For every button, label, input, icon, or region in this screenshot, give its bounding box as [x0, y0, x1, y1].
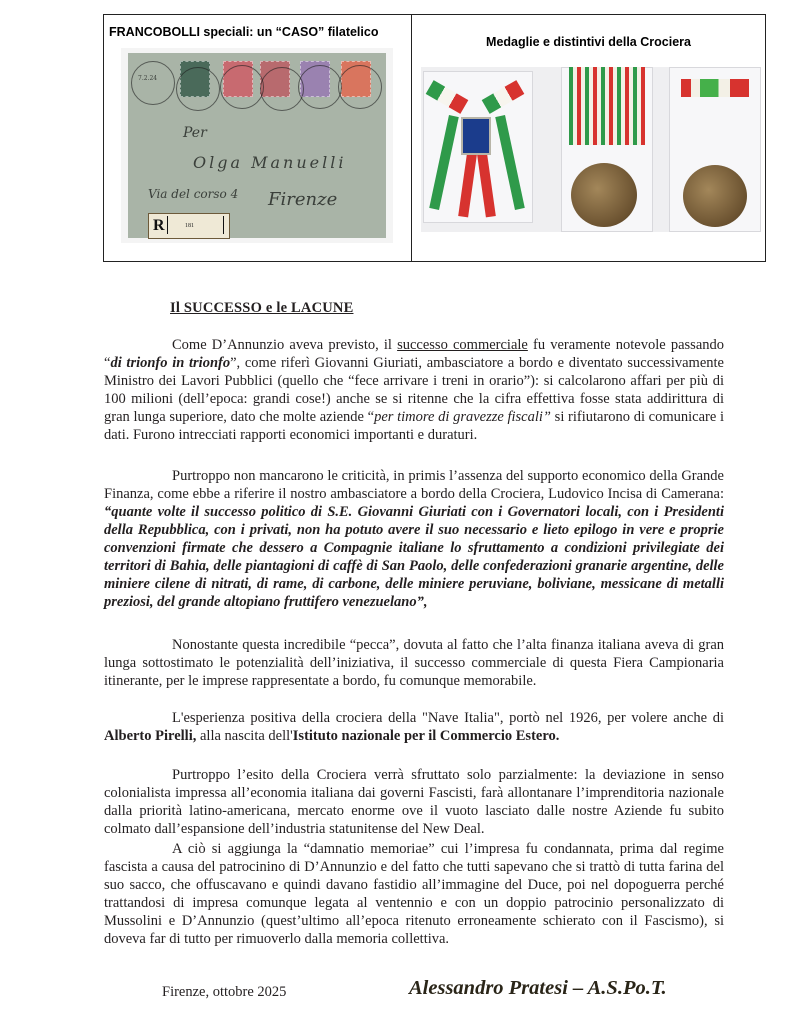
- medals-caption: Medaglie e distintivi della Crociera: [486, 35, 691, 49]
- image-panels: [103, 14, 766, 262]
- paragraph-4: L'esperienza positiva della crociera della "Nave Italia", portò nel 1926, per volere anche di Alberto Pirelli, alla nascita dell'Istituto nazionale per il Commercio Estero.: [104, 710, 724, 744]
- handwriting-line-4: Firenze: [268, 189, 338, 210]
- paragraph-3: Nonostante questa incredibile “pecca”, dovuta al fatto che l’alta finanza italiana aveva di gran lunga sottostimato le potenzialità dell’iniziativa, il successo commerciale di questa Fiera Campionaria itinerante, per le imprese rappresentate a bordo, fu comunque memorabile.: [104, 637, 724, 689]
- cancel-5: [338, 65, 382, 109]
- envelope-body: [128, 53, 386, 238]
- registration-label: [148, 213, 230, 239]
- italic-quote: per timore di gravezze fiscali”: [374, 409, 551, 425]
- cancel-1: [176, 67, 220, 111]
- underlined-phrase: successo commerciale: [397, 337, 528, 353]
- handwriting-line-3: Via del corso 4: [148, 187, 239, 201]
- medal-1: [571, 163, 637, 227]
- paragraph-5: Purtroppo l’esito della Crociera verrà sfruttato solo parzialmente: la deviazione in senso colonialista impressa all’economia italiana dai governi Fascisti, farà allontanare l’imprenditoria nazionale dalla priorità latino-americana, mercato enorme ove il vuoto lasciato dalle nostre Aziende fu subito colmato dall’espansione dell’industria statunitense del New Deal.: [104, 767, 724, 837]
- paragraph-1: Come D’Annunzio aveva previsto, il successo commerciale fu veramente notevole passando “di trionfo in trionfo”, come riferì Giovanni Giuriati, ambasciatore a bordo e diventato successivamente Ministro dei Lavori Pubblici (quello che “fece arrivare i treni in orario”): si calcolarono affari per più di 100 milioni (dell’epoca: grandi cose!) anche se si ritenne che la cifra effettiva fosse stata addirittura di gran lunga superiore, dato che molte aziende “per timore di gravezze fiscali” si rifiutarono di comunicare i dati. Furono intrecciati rapporti economici importanti e duraturi.: [104, 337, 725, 443]
- ribbon-bar: [681, 79, 749, 97]
- author-signature: Alessandro Pratesi – A.S.Po.T.: [409, 977, 667, 999]
- place-date: Firenze, ottobre 2025: [162, 984, 287, 1000]
- paragraph-2: Purtroppo non mancarono le criticità, in primis l’assenza del supporto economico della Grande Finanza, come ebbe a riferire il nostro ambasciatore a bordo della Crociera, Ludovico Incisa di Camerana: “quante volte il successo politico di S.E. Giovanni Giuriati con i Governatori locali, con i Presidenti della Repubblica, con i privati, non ha potuto avere il suo necessario e lieto epilogo in vere e proprie convenzioni firmate che dessero a Compagnie italiane lo sfruttamento a condizioni privilegiate dei territori di Bahia, delle piantagioni di caffè di San Paolo, delle confederazioni granarie argentine, delle miniere cilene di nitrati, di rame, di carbone, delle miniere peruviane, boliviane, messicane di metalli preziosi, del grande altopiano fruttifero venezuelano”,: [104, 468, 724, 610]
- striped-ribbon: [569, 67, 645, 145]
- section-heading: Il SUCCESSO e le LACUNE: [170, 300, 354, 316]
- postmark-date: 7.2.24: [138, 75, 158, 82]
- pirelli-name: Alberto Pirelli,: [104, 728, 197, 744]
- medals-image: [421, 67, 761, 232]
- philatelic-caption: FRANCOBOLLI speciali: un “CASO” filatelico: [109, 25, 379, 39]
- registration-number: 181: [185, 223, 194, 229]
- handwriting-line-2: Olga Manuelli: [193, 153, 347, 172]
- cancel-4: [298, 65, 342, 109]
- handwriting-line-1: Per: [183, 125, 207, 141]
- postmark-left: [131, 61, 175, 105]
- medal-2: [683, 165, 747, 227]
- enamel-badge: [461, 117, 491, 155]
- registration-letter: R: [153, 217, 165, 234]
- ice-institute-name: Istituto nazionale per il Commercio Estero.: [292, 728, 560, 744]
- bold-italic-quote: di trionfo in trionfo: [110, 355, 231, 371]
- envelope-image: [121, 48, 393, 243]
- camerana-quote: “quante volte il successo politico di S.E. Giovanni Giuriati con i Governatori locali, con i Presidenti della Repubblica, con i privati, non ha potuto avere il suo necessario e lieto epilogo in vere e proprie convenzioni firmate che dessero a Compagnie italiane lo sfruttamento a condizioni privilegiate dei territori di Bahia, delle piantagioni di caffè di San Paolo, delle confederazioni granarie argentine, delle miniere cilene di nitrati, di rame, di carbone, delle miniere peruviane, boliviane, messicane di metalli preziosi, del grande altopiano fruttifero venezuelano”,: [104, 504, 724, 610]
- philatelic-panel: [104, 15, 412, 261]
- medals-panel: [412, 15, 765, 261]
- cancel-2: [220, 65, 264, 109]
- paragraph-6: A ciò si aggiunga la “damnatio memoriae” cui l’impresa fu condannata, prima dal regime fascista a causa del patrocinino di D’Annunzio e del fatto che tutti sapevano che si trattò di tutta farina del suo sacco, che offuscavano e quindi davano fastidio all’immagine del Duce, poi nel dopoguerra perché trattandosi di impresa comunque legata al ventennio e con un doppio patrocinio personalizzato di Mussolini e D’Annunzio (quest’ultimo all’epoca ritenuto erroneamente schierato con il Fascismo), si doveva far di tutto per rimuoverlo dalla memoria collettiva.: [104, 841, 724, 947]
